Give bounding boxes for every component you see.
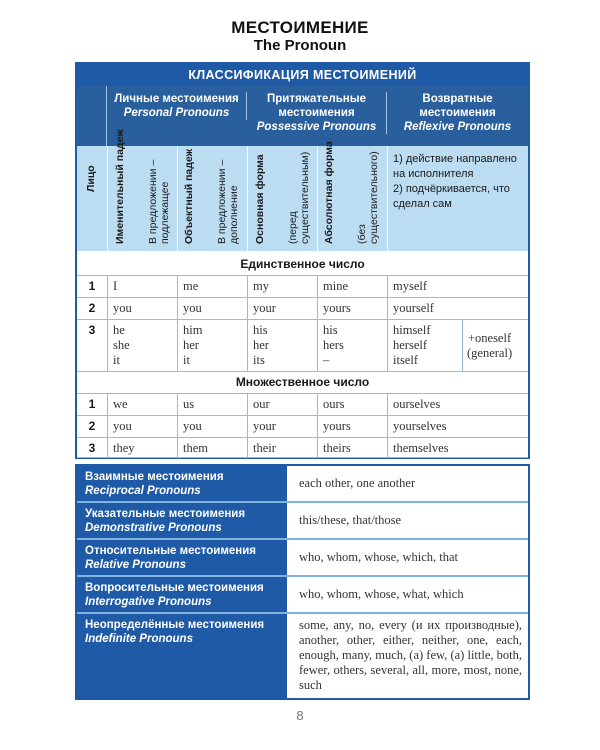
pronoun-type-row [77, 466, 528, 503]
reflexive-note-1: 1) действие направлено на исполнителя [393, 153, 517, 180]
pronoun-type-label [77, 540, 287, 575]
plural-poss-1: our [253, 397, 270, 411]
plural-refl-2: yourselves [393, 419, 447, 433]
plural-refl-1: ourselves [393, 397, 441, 411]
plural-label: Множественное число [235, 375, 370, 389]
header-personal-ru: Личные местоимения [114, 93, 239, 105]
pronoun-type-label [77, 503, 287, 538]
pronoun-type-examples: who, whom, whose, what, which [299, 587, 464, 601]
plural-abs-1: ours [323, 397, 345, 411]
plural-abs-2: yours [323, 419, 351, 433]
singular-person-1: 1 [88, 279, 96, 293]
page-number: 8 [296, 708, 304, 723]
plural-poss-2: your [253, 419, 276, 433]
pronoun-type-label [77, 466, 287, 501]
subheader-nominative: Именительный падеж [114, 129, 126, 244]
plural-obj-1: us [183, 397, 195, 411]
singular-nom-3: he she it [113, 323, 130, 367]
plural-obj-3: them [183, 441, 208, 455]
reflexive-note-2: 2) подчёркивается, что сделал сам [393, 183, 510, 210]
singular-abs-3: his hers – [323, 323, 344, 367]
pronoun-type-row [77, 614, 528, 698]
plural-nom-3: they [113, 441, 135, 455]
plural-person-1: 1 [88, 397, 96, 411]
header-possessive-en: Possessive Pronouns [256, 121, 377, 133]
pronoun-type-en: Interrogative Pronouns [85, 596, 212, 608]
pronoun-type-ru: Взаимные местоимения [85, 471, 224, 483]
header-possessive-ru: Притяжательные местоимения [267, 93, 366, 119]
plural-abs-3: theirs [323, 441, 351, 455]
subheader-objective: Объектный падеж [183, 148, 195, 244]
pronoun-type-row [77, 540, 528, 577]
subheader-person: Лицо [85, 165, 97, 192]
singular-person-3: 3 [88, 323, 96, 337]
singular-nom-2: you [113, 301, 132, 315]
header-reflexive-ru: Возвратные местоимения [419, 93, 496, 119]
header-personal [107, 92, 247, 120]
pronoun-type-ru: Вопросительные местоимения [85, 582, 264, 594]
pronoun-type-examples: some, any, no, every (и их производные), another, other, either, neither, one, each, enough, many, much, (a) few, (a) little, both, fewer, others, several, all, more, most, none, such [299, 618, 522, 692]
plural-poss-3: their [253, 441, 276, 455]
subheader-absolute: Абсолютная форма [323, 141, 335, 244]
singular-poss-1: my [253, 279, 269, 293]
singular-person-2: 2 [88, 301, 96, 315]
pronoun-type-examples: who, whom, whose, which, that [299, 550, 459, 564]
singular-abs-1: mine [323, 279, 348, 293]
pronoun-type-examples: each other, one another [299, 476, 416, 490]
plural-person-3: 3 [88, 441, 96, 455]
pronoun-type-en: Demonstrative Pronouns [85, 522, 222, 534]
subheader-absolute-note: (без существительного) [356, 151, 380, 244]
singular-refl-2: yourself [393, 301, 434, 315]
singular-extra-3: +oneself (general) [467, 331, 513, 360]
classification-title: КЛАССИФИКАЦИЯ МЕСТОИМЕНИЙ [77, 64, 528, 86]
plural-obj-2: you [183, 419, 202, 433]
singular-refl-3: himself herself itself [393, 323, 431, 367]
singular-obj-2: you [183, 301, 202, 315]
header-person-blank [77, 86, 107, 146]
pronoun-type-ru: Указательные местоимения [85, 508, 246, 520]
subheader-objective-note: В предложении – дополнение [216, 159, 240, 244]
reflexive-notes [393, 152, 523, 212]
plural-nom-2: you [113, 419, 132, 433]
pronoun-type-label [77, 614, 287, 698]
subheader-basic-note: (перед существительным) [287, 151, 311, 244]
pronoun-type-en: Reciprocal Pronouns [85, 485, 201, 497]
pronoun-type-examples: this/these, that/those [299, 513, 402, 527]
singular-abs-2: yours [323, 301, 351, 315]
pronoun-type-row [77, 503, 528, 540]
pronoun-type-en: Indefinite Pronouns [85, 633, 193, 645]
classification-table [75, 62, 530, 459]
singular-poss-2: your [253, 301, 276, 315]
plural-person-2: 2 [88, 419, 96, 433]
pronoun-type-row [77, 577, 528, 614]
header-reflexive-en: Reflexive Pronouns [403, 121, 512, 133]
singular-poss-3: his her its [253, 323, 269, 367]
singular-obj-1: me [183, 279, 199, 293]
header-possessive [247, 92, 387, 134]
page-subtitle: The Pronoun [253, 37, 347, 54]
plural-nom-1: we [113, 397, 128, 411]
header-personal-en: Personal Pronouns [123, 107, 230, 119]
subheader-nominative-note: В предложении – подлежащее [147, 159, 171, 244]
singular-obj-3: him her it [183, 323, 203, 367]
pronoun-type-en: Relative Pronouns [85, 559, 186, 571]
subheader-basic: Основная форма [254, 154, 266, 244]
singular-nom-1: I [113, 279, 118, 293]
singular-label: Единственное число [240, 257, 365, 271]
page-title: МЕСТОИМЕНИЕ [231, 18, 369, 37]
singular-refl-1: myself [393, 279, 428, 293]
header-reflexive [387, 92, 528, 134]
pronoun-type-label [77, 577, 287, 612]
plural-refl-3: themselves [393, 441, 449, 455]
pronoun-type-ru: Относительные местоимения [85, 545, 256, 557]
pronoun-type-ru: Неопределённые местоимения [85, 619, 265, 631]
other-pronouns-table [75, 464, 530, 700]
